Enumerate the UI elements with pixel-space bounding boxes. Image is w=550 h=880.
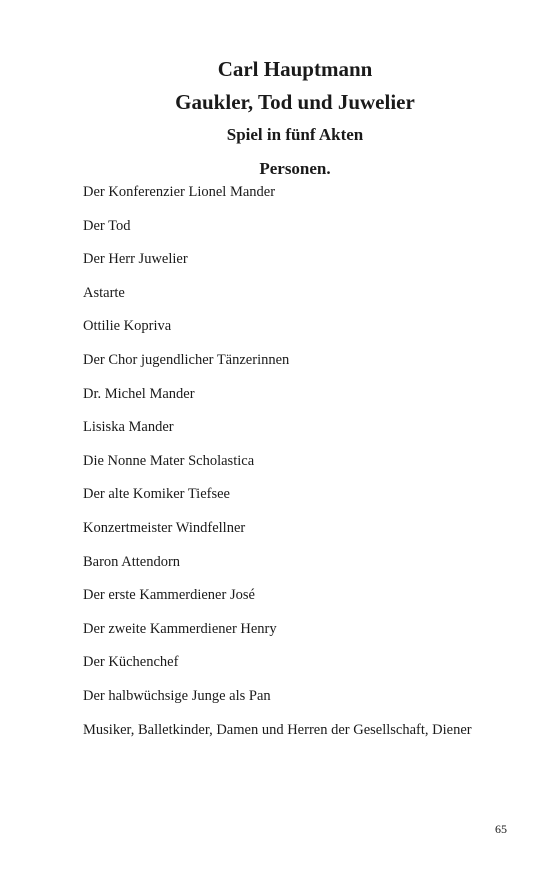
cast-item: Die Nonne Mater Scholastica — [83, 452, 255, 469]
cast-item: Konzertmeister Windfellner — [83, 519, 246, 536]
play-subtitle: Spiel in fünf Akten — [226, 125, 364, 144]
cast-heading: Personen. — [259, 159, 331, 178]
cast-item: Baron Attendorn — [83, 553, 181, 570]
author-name: Carl Hauptmann — [217, 57, 373, 81]
cast-item: Der alte Komiker Tiefsee — [83, 486, 230, 503]
play-title: Gaukler, Tod und Juwelier — [175, 90, 415, 114]
cast-item: Der Chor jugendlicher Tänzerinnen — [83, 351, 290, 368]
cast-item: Musiker, Balletkinder, Damen und Herren der Gesellschaft, Diener — [83, 721, 472, 738]
cast-item: Der Tod — [83, 217, 131, 234]
cast-item: Der Küchenchef — [83, 654, 179, 671]
cast-item: Der zweite Kammerdiener Henry — [83, 620, 277, 637]
cast-item: Lisiska Mander — [83, 419, 174, 436]
cast-item: Der erste Kammerdiener José — [83, 587, 255, 604]
cast-item: Astarte — [83, 284, 125, 301]
cast-item: Der Herr Juwelier — [83, 251, 188, 268]
page-number: 65 — [495, 822, 507, 836]
cast-list — [83, 182, 523, 753]
cast-item: Ottilie Kopriva — [83, 318, 172, 335]
cast-item: Der Konferenzier Lionel Mander — [83, 184, 276, 200]
cast-item: Der halbwüchsige Junge als Pan — [83, 687, 271, 704]
cast-item: Dr. Michel Mander — [83, 385, 195, 402]
